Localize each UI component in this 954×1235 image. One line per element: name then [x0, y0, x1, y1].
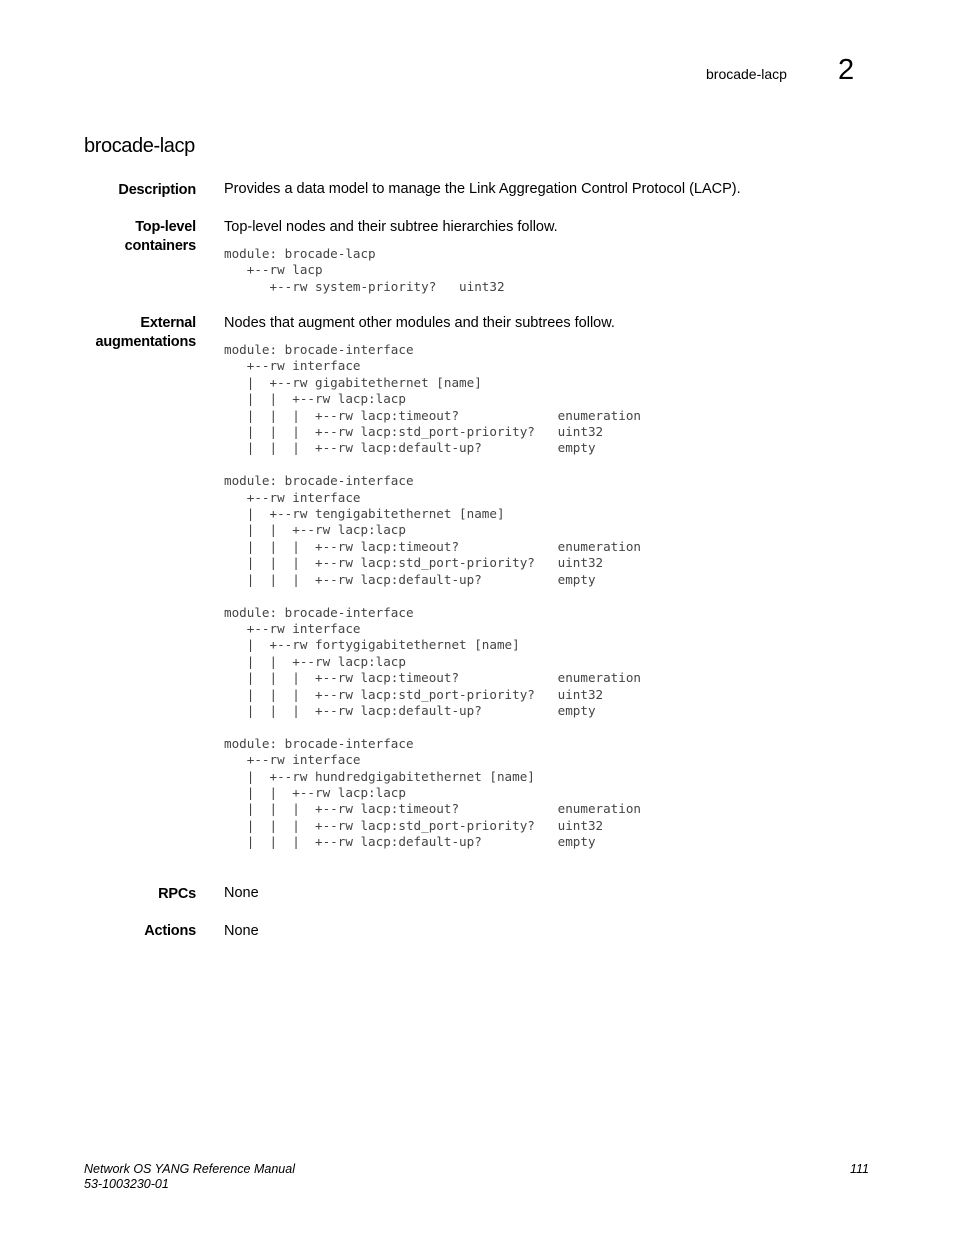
- external-code-block: module: brocade-interface +--rw interface | +--rw gigabitethernet [name] | | +--rw lacp:lacp | | | +--rw lacp:timeout? enumeration | | | +--rw lacp:std_port-priority? uint32 | | | +--rw lacp:default-up? empty module: brocade-interface +--rw interface | +--rw tengigabitethernet [name] | | +--rw lacp:lacp | | | +--rw lacp:timeout? enumeration | | | +--rw lacp:std_port-priority? uint32 | | | +--rw lacp:default-up? empty module: brocade-interface +--rw interface | +--rw fortygigabitethernet [name] | | +--rw lacp:lacp | | | +--rw lacp:timeout? enumeration | | | +--rw lacp:std_port-priority? uint32 | | | +--rw lacp:default-up? empty module: brocade-interface +--rw interface | +--rw hundredgigabitethernet [name] | | +--rw lacp:lacp | | | +--rw lacp:timeout? enumeration | | | +--rw lacp:std_port-priority? uint32 | | | +--rw lacp:default-up? empty: [224, 342, 642, 850]
- top-level-label-line1: Top-level: [135, 219, 196, 235]
- actions-text: None: [224, 923, 259, 939]
- description-text: Provides a data model to manage the Link Aggregation Control Protocol (LACP).: [224, 181, 741, 197]
- top-level-label-line2: containers: [124, 238, 196, 254]
- external-text: Nodes that augment other modules and their subtrees follow.: [224, 315, 615, 331]
- actions-label: Actions: [144, 923, 196, 939]
- footer-left: [84, 1162, 295, 1192]
- description-label: Description: [118, 182, 196, 198]
- top-level-label: [125, 218, 196, 256]
- external-label-line2: augmentations: [95, 334, 196, 350]
- external-label-line1: External: [140, 315, 196, 331]
- top-level-code-block: module: brocade-lacp +--rw lacp +--rw system-priority? uint32: [224, 246, 505, 294]
- running-header-title: brocade-lacp: [706, 66, 787, 82]
- footer-page-number: 111: [849, 1162, 869, 1176]
- top-level-text: Top-level nodes and their subtree hierarchies follow.: [224, 219, 558, 235]
- chapter-number: 2: [838, 54, 855, 86]
- footer-doc-number: 53-1003230-01: [84, 1177, 169, 1191]
- rpcs-text: None: [224, 885, 259, 901]
- footer-manual-title: Network OS YANG Reference Manual: [84, 1162, 295, 1176]
- page-title: brocade-lacp: [84, 135, 195, 157]
- external-label: [95, 314, 196, 352]
- rpcs-label: RPCs: [158, 886, 196, 902]
